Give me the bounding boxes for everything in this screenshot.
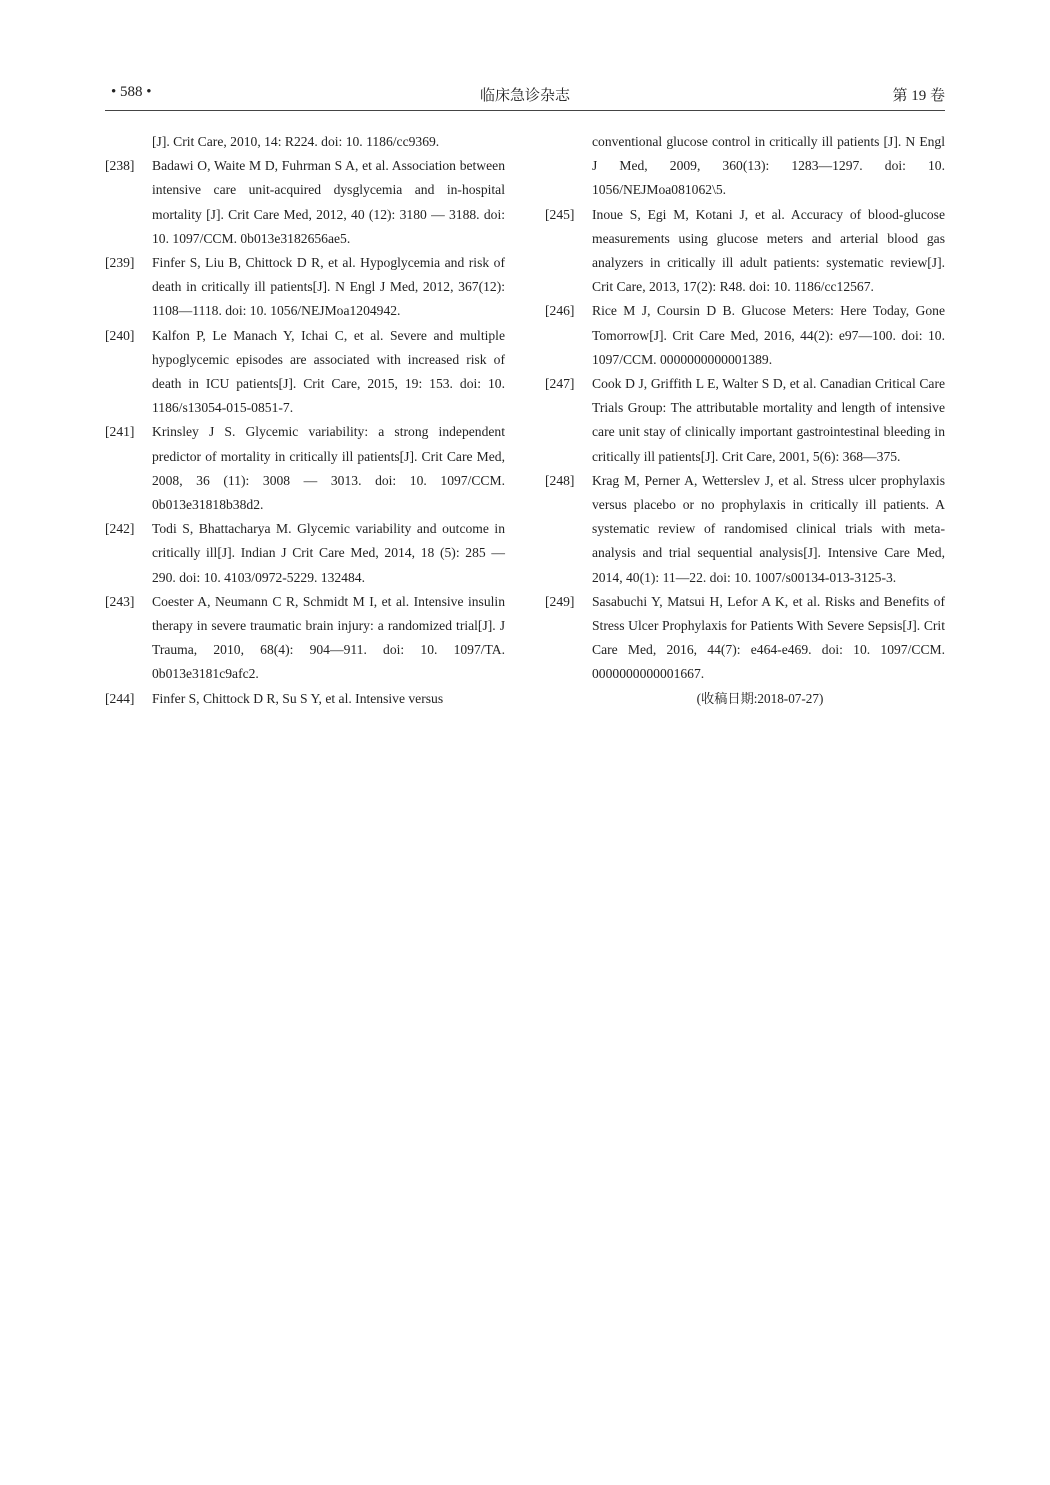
right-column: [545, 130, 945, 711]
reference-text: Krinsley J S. Glycemic variability: a strong independent predictor of mortality in critically ill patients[J]. Crit Care Med, 2008, 36 (11): 3008 — 3013. doi: 10. 1097/CCM. 0b013e31818b38d2.: [152, 424, 505, 513]
reference-244: [105, 687, 505, 711]
reference-number: [247]: [545, 376, 575, 392]
reference-247: [545, 372, 945, 469]
reference-240: [105, 324, 505, 421]
received-date: (收稿日期:2018-07-27): [696, 690, 824, 706]
reference-text: Krag M, Perner A, Wetterslev J, et al. Stress ulcer prophylaxis versus placebo or no prophylaxis in critically ill patients. A systematic review of randomised clinical trials with meta-analysis and trial sequential analysis[J]. Intensive Care Med, 2014, 40(1): 11—22. doi: 10. 1007/s00134-013-3125-3.: [592, 472, 945, 585]
reference-242: [105, 517, 505, 590]
reference-text: Finfer S, Chittock D R, Su S Y, et al. Intensive versus: [152, 690, 444, 706]
reference-243: [105, 590, 505, 687]
reference-text: Kalfon P, Le Manach Y, Ichai C, et al. Severe and multiple hypoglycemic episodes are associated with increased risk of death in ICU patients[J]. Crit Care, 2015, 19: 153. doi: 10. 1186/s13054-015-0851-7.: [152, 327, 505, 416]
reference-number: [238]: [105, 158, 135, 174]
reference-245: [545, 203, 945, 300]
reference-239: [105, 251, 505, 324]
volume-label: 第 19 卷: [892, 88, 945, 104]
reference-248: [545, 469, 945, 590]
reference-text: Coester A, Neumann C R, Schmidt M I, et al. Intensive insulin therapy in severe traumatic brain injury: a randomized trial[J]. J Trauma, 2010, 68(4): 904—911. doi: 10. 1097/TA. 0b013e3181c9afc2.: [152, 593, 505, 682]
left-column: [105, 130, 505, 711]
reference-241: [105, 420, 505, 517]
reference-text: Sasabuchi Y, Matsui H, Lefor A K, et al. Risks and Benefits of Stress Ulcer Prophylaxis for Patients With Severe Sepsis[J]. Crit Care Med, 2016, 44(7): e464-e469. doi: 10. 1097/CCM. 0000000000001667.: [592, 593, 945, 682]
reference-text: [J]. Crit Care, 2010, 14: R224. doi: 10. 1186/cc9369.: [152, 134, 440, 149]
reference-number: [246]: [545, 303, 575, 319]
reference-text: Todi S, Bhattacharya M. Glycemic variability and outcome in critically ill[J]. Indian J Crit Care Med, 2014, 18 (5): 285 — 290. doi: 10. 4103/0972-5229. 132484.: [152, 521, 505, 585]
reference-number: [244]: [105, 690, 135, 706]
reference-number: [249]: [545, 593, 575, 609]
reference-246: [545, 299, 945, 372]
reference-249: [545, 590, 945, 687]
reference-continuation: [105, 130, 505, 154]
reference-continuation: [545, 130, 945, 203]
reference-238: [105, 154, 505, 251]
reference-text: Cook D J, Griffith L E, Walter S D, et al. Canadian Critical Care Trials Group: The attributable mortality and length of intensive care unit stay of clinically important gastrointestinal bleeding in critically ill patients[J]. Crit Care, 2001, 5(6): 368—375.: [592, 376, 945, 464]
reference-number: [239]: [105, 255, 135, 271]
running-header: [105, 80, 945, 111]
reference-number: [241]: [105, 424, 135, 440]
page-number: • 588 •: [111, 84, 152, 100]
reference-number: [240]: [105, 327, 135, 343]
reference-number: [242]: [105, 521, 135, 537]
reference-number: [248]: [545, 472, 575, 488]
reference-text: Rice M J, Coursin D B. Glucose Meters: Here Today, Gone Tomorrow[J]. Crit Care Med, 2016, 44(2): e97—100. doi: 10. 1097/CCM. 0000000000001389.: [592, 303, 945, 367]
reference-text: Badawi O, Waite M D, Fuhrman S A, et al. Association between intensive care unit-acquired dysglycemia and in-hospital mortality [J]. Crit Care Med, 2012, 40 (12): 3180 — 3188. doi: 10. 1097/CCM. 0b013e3182656ae5.: [152, 158, 505, 246]
reference-text: Finfer S, Liu B, Chittock D R, et al. Hypoglycemia and risk of death in critically ill patients[J]. N Engl J Med, 2012, 367(12): 1108—1118. doi: 10. 1056/NEJMoa1204942.: [152, 255, 505, 319]
reference-text: conventional glucose control in critically ill patients [J]. N Engl J Med, 2009, 360(13): 1283—1297. doi: 10. 1056/NEJMoa081062\5.: [592, 134, 945, 198]
journal-title: 临床急诊杂志: [479, 88, 570, 104]
reference-number: [243]: [105, 593, 135, 609]
reference-number: [245]: [545, 206, 575, 222]
reference-text: Inoue S, Egi M, Kotani J, et al. Accuracy of blood-glucose measurements using glucose meters and arterial blood gas analyzers in critically ill adult patients: systematic review[J]. Crit Care, 2013, 17(2): R48. doi: 10. 1186/cc12567.: [592, 206, 945, 295]
